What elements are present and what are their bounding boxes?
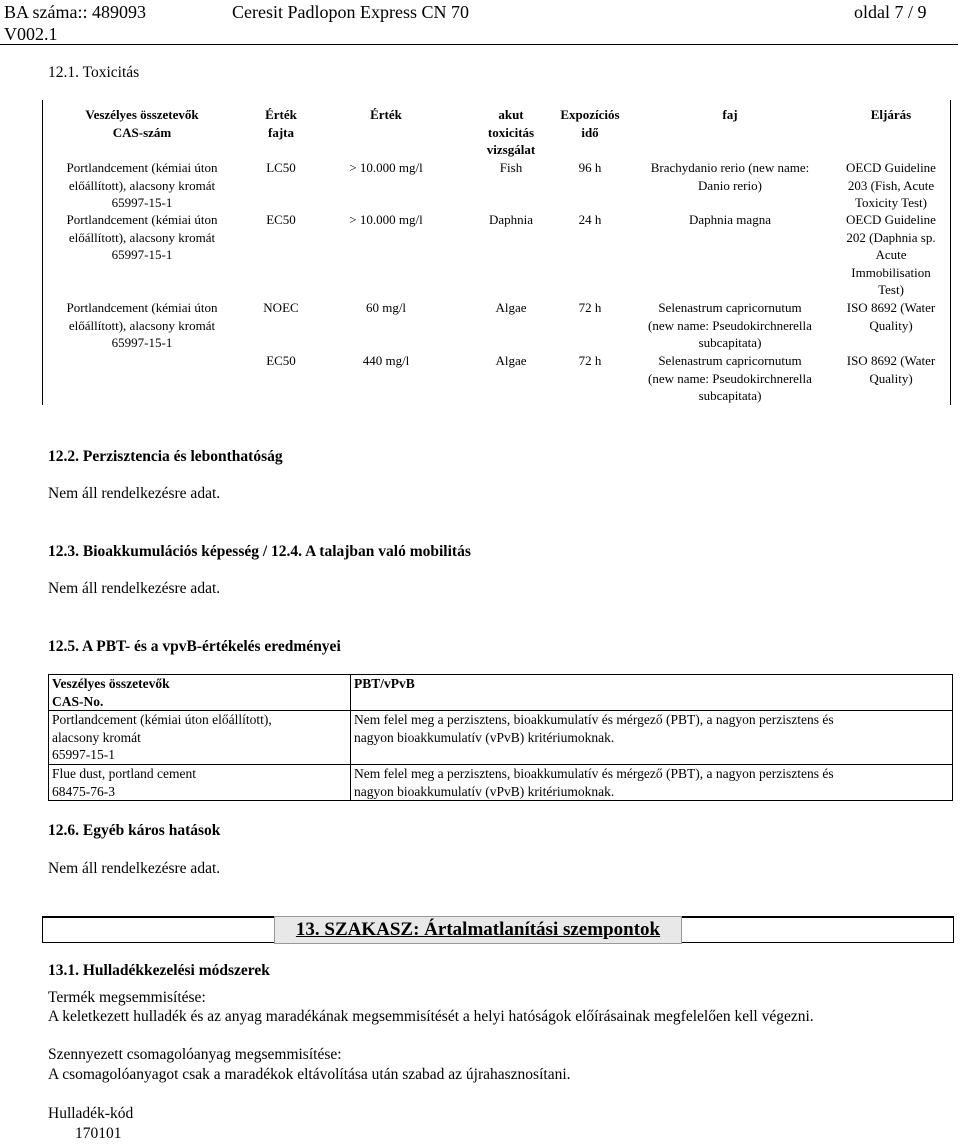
table-border-right <box>950 100 951 405</box>
pbt-result-cell: Nem felel meg a perzisztens, bioakkumulatív és mérgező (PBT), a nagyon perzisztens és nagyon bioakkumulatív (vPvB) kritériumoknak. <box>351 764 953 800</box>
pbt-header-result: PBT/vPvB <box>351 675 953 711</box>
pbt-table <box>48 674 953 801</box>
pbt-header-row <box>49 675 953 711</box>
row4-species: Selenastrum capricornutum (new name: Pseudokirchnerella subcapitata) <box>648 353 812 404</box>
header-page: oldal 7 / 9 <box>854 2 927 22</box>
row2-species: Daphnia magna <box>689 212 771 227</box>
section-12-1-title: 12.1. Toxicitás <box>48 64 140 81</box>
row3-method: ISO 8692 (Water Quality) <box>846 300 936 333</box>
row3-test: Algae <box>495 300 527 315</box>
waste-code-value: 170101 <box>75 1125 122 1142</box>
pbt-header-component: Veszélyes összetevők CAS-No. <box>49 675 351 711</box>
section-12-3-text: Nem áll rendelkezésre adat. <box>48 580 221 597</box>
row1-test: Fish <box>499 160 523 175</box>
row1-method: OECD Guideline 203 (Fish, Acute Toxicity Test) <box>846 160 936 211</box>
col-header-method: Eljárás <box>870 107 912 122</box>
row1-species: Brachydanio rerio (new name: Danio rerio) <box>650 160 810 193</box>
row4-value: 440 mg/l <box>362 353 410 368</box>
row3-value: 60 mg/l <box>365 300 407 315</box>
component-cell-1: Portlandcement (kémiai úton előállított), alacsony kromát 65997-15-1 <box>66 160 218 211</box>
row3-exposure: 72 h <box>578 300 602 315</box>
section-12-2-title: 12.2. Perzisztencia és lebonthatóság <box>48 448 283 465</box>
row4-test: Algae <box>495 353 527 368</box>
col-header-value: Érték <box>370 107 402 122</box>
row2-type: EC50 <box>266 212 296 227</box>
section-13-1-title: 13.1. Hulladékkezelési módszerek <box>48 962 270 979</box>
row2-value: > 10.000 mg/l <box>349 212 423 227</box>
packaging-disposal-label: Szennyezett csomagolóanyag megsemmisítése: <box>48 1046 342 1063</box>
pbt-component-cell: Portlandcement (kémiai úton előállított), alacsony kromát 65997-15-1 <box>49 711 351 765</box>
pbt-component-cell: Flue dust, portland cement 68475-76-3 <box>49 764 351 800</box>
col-header-acute-test: akut toxicitás vizsgálat <box>486 107 536 158</box>
section-12-6-text: Nem áll rendelkezésre adat. <box>48 860 221 877</box>
row2-test: Daphnia <box>488 212 534 227</box>
table-row <box>49 764 953 800</box>
row2-method: OECD Guideline 202 (Daphnia sp. Acute Immobilisation Test) <box>846 212 936 298</box>
header-product: Ceresit Padlopon Express CN 70 <box>232 2 469 22</box>
row1-value: > 10.000 mg/l <box>349 160 423 175</box>
section-12-6-title: 12.6. Egyéb káros hatások <box>48 822 221 839</box>
row4-exposure: 72 h <box>578 353 602 368</box>
row1-exposure: 96 h <box>578 160 602 175</box>
product-disposal-label: Termék megsemmisítése: <box>48 989 206 1006</box>
section-12-3-title: 12.3. Bioakkumulációs képesség / 12.4. A talajban való mobilitás <box>48 543 471 560</box>
col-header-exposure: Expozíciós idő <box>560 107 620 140</box>
row4-type: EC50 <box>266 353 296 368</box>
waste-code-label: Hulladék-kód <box>48 1105 134 1122</box>
table-row <box>49 711 953 765</box>
header-rule <box>0 44 958 45</box>
row3-species: Selenastrum capricornutum (new name: Pseudokirchnerella subcapitata) <box>648 300 812 351</box>
component-cell-3: Portlandcement (kémiai úton előállított), alacsony kromát 65997-15-1 <box>66 300 218 351</box>
product-disposal-text: A keletkezett hulladék és az anyag maradékának megsemmisítését a helyi hatóságok előírásainak megfelelően kell végezni. <box>48 1008 814 1025</box>
col-header-component: Veszélyes összetevők CAS-szám <box>85 107 199 140</box>
section-12-2-text: Nem áll rendelkezésre adat. <box>48 485 221 502</box>
row3-type: NOEC <box>263 300 299 315</box>
pbt-result-cell: Nem felel meg a perzisztens, bioakkumulatív és mérgező (PBT), a nagyon perzisztens és nagyon bioakkumulatív (vPvB) kritériumoknak. <box>351 711 953 765</box>
col-header-value-type: Érték fajta <box>265 107 297 140</box>
row4-method: ISO 8692 (Water Quality) <box>846 353 936 386</box>
header-version: V002.1 <box>4 24 58 44</box>
section-13-title: 13. SZAKASZ: Ártalmatlanítási szempontok <box>274 916 682 944</box>
header-invoice: BA száma:: 489093 <box>4 2 146 22</box>
component-cell-2: Portlandcement (kémiai úton előállított), alacsony kromát 65997-15-1 <box>66 212 218 263</box>
col-header-species: faj <box>722 107 738 122</box>
row1-type: LC50 <box>266 160 296 175</box>
row2-exposure: 24 h <box>578 212 602 227</box>
section-12-5-title: 12.5. A PBT- és a vpvB-értékelés eredményei <box>48 638 341 655</box>
packaging-disposal-text: A csomagolóanyagot csak a maradékok eltávolítása után szabad az újrahasznosítani. <box>48 1066 571 1083</box>
